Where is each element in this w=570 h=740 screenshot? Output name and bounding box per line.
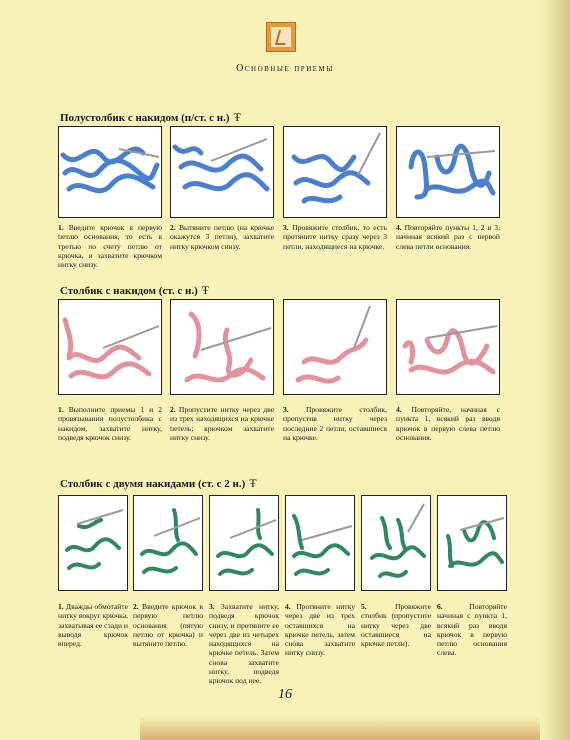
step-text: Введите крючок в первую петлю основания (пятую петлю от крючка) и вытяните петлю. bbox=[133, 602, 203, 649]
publisher-logo bbox=[266, 22, 296, 52]
step-text: Повторяйте начиная с пункта 1, всякий раз вводя крючок в первую петлю основания слева. bbox=[437, 602, 507, 658]
step-caption-2-2 bbox=[170, 405, 274, 442]
step-text: Провяжите столбик (пропустите нитку через две оставшиеся на крючке петли). bbox=[361, 602, 431, 649]
step-text: Протяните нитку через две из трех оставшихся на крючке петель, затем снова захватите нитку снизу. bbox=[285, 602, 355, 658]
step-caption-2-1 bbox=[58, 405, 162, 442]
step-number: 1. bbox=[58, 602, 64, 611]
step-number: 3. bbox=[209, 602, 215, 611]
section-title-text: Столбик с двумя накидами (ст. с 2 н.) bbox=[60, 478, 246, 490]
step-text: Пропустите нитку через две из трех находящихся на крючке петель; крючком захватите нитку снизу. bbox=[170, 405, 274, 442]
step-number: 2. bbox=[133, 602, 139, 611]
step-caption-1-4 bbox=[396, 223, 500, 251]
step-illustration-1-2 bbox=[170, 126, 274, 218]
page-number: 16 bbox=[278, 687, 292, 702]
section-title-text: Полустолбик с накидом (п/ст. с н.) bbox=[60, 112, 230, 124]
page-header: Основные приемы bbox=[236, 63, 334, 74]
step-illustration-1-3 bbox=[283, 126, 387, 218]
step-number: 2. bbox=[170, 223, 176, 232]
step-number: 4. bbox=[396, 223, 402, 232]
step-illustration-3-4 bbox=[285, 495, 355, 591]
book-spine bbox=[540, 0, 570, 740]
step-illustration-1-4 bbox=[396, 126, 500, 218]
step-illustration-3-1 bbox=[58, 495, 128, 591]
step-number: 5. bbox=[361, 602, 367, 611]
step-illustration-2-3 bbox=[283, 299, 387, 395]
step-number: 2. bbox=[170, 405, 176, 414]
step-illustration-3-5 bbox=[361, 495, 431, 591]
step-text: Захватите нитку, подведя крючок снизу, и протяните ее через две из четырех находящихся на крючке петель. Затем снова захватите нитку, подведя крючок под нее. bbox=[209, 602, 279, 686]
step-illustration-3-2 bbox=[133, 495, 203, 591]
step-number: 3. bbox=[283, 223, 289, 232]
step-caption-1-1 bbox=[58, 223, 162, 269]
step-illustration-1-1 bbox=[58, 126, 162, 218]
step-caption-3-6 bbox=[437, 602, 507, 658]
step-number: 4. bbox=[285, 602, 291, 611]
step-number: 1. bbox=[58, 223, 64, 232]
step-caption-3-3 bbox=[209, 602, 279, 686]
step-text: Дважды обмотайте нитку вокруг крючка, захватывая ее сзади и выводя крючок вперед. bbox=[58, 602, 128, 649]
step-number: 6. bbox=[437, 602, 443, 611]
step-text: Вытяните петлю (на крючке окажутся 3 петли), захватите нитку крючком снизу. bbox=[170, 223, 274, 251]
step-illustration-3-6 bbox=[437, 495, 507, 591]
logo-mark bbox=[271, 27, 291, 47]
step-number: 1. bbox=[58, 405, 64, 414]
step-caption-1-3 bbox=[283, 223, 387, 251]
stitch-symbol: Ŧ bbox=[233, 110, 241, 124]
step-illustration-2-2 bbox=[170, 299, 274, 395]
step-text: Введите крючок в первую петлю основания, то есть в третью по счету петлю от крючка, и захватите крючком нитку снизу. bbox=[58, 223, 162, 270]
step-caption-3-5 bbox=[361, 602, 431, 648]
stitch-symbol: Ŧ bbox=[201, 283, 210, 297]
step-text: Повторяйте пункты 1, 2 и 3, начиная всякий раз с первой слева петли основания. bbox=[396, 223, 500, 251]
step-illustration-2-4 bbox=[396, 299, 500, 395]
step-text: Повторяйте, начиная с пункта 1, всякий раз вводя крючок в первую слева петлю основания. bbox=[396, 405, 500, 442]
section-title-1 bbox=[60, 110, 241, 125]
section-title-text: Столбик с накидом (ст. с н.) bbox=[60, 285, 198, 297]
step-caption-3-4 bbox=[285, 602, 355, 658]
step-illustration-3-3 bbox=[209, 495, 279, 591]
step-text: Провяжите столбик, то есть протяните нитку сразу через 3 петли, находящиеся на крючке. bbox=[283, 223, 387, 251]
step-caption-3-2 bbox=[133, 602, 203, 648]
step-caption-1-2 bbox=[170, 223, 274, 251]
section-title-3 bbox=[60, 476, 257, 491]
page-edge-shadow bbox=[140, 716, 540, 740]
step-text: Выполните приемы 1 и 2 провязывания полустолбика с накидом, захватите нитку, подведя крючок снизу. bbox=[58, 405, 162, 442]
step-illustration-2-1 bbox=[58, 299, 162, 395]
step-text: Провяжите столбик, пропустив нитку через последние 2 петли, оставшиеся на крючке. bbox=[283, 405, 387, 442]
step-number: 4. bbox=[396, 405, 402, 414]
section-title-2 bbox=[60, 283, 209, 298]
step-caption-3-1 bbox=[58, 602, 128, 648]
stitch-symbol: Ŧ bbox=[249, 476, 257, 490]
step-caption-2-4 bbox=[396, 405, 500, 442]
step-number: 3. bbox=[283, 405, 289, 414]
step-caption-2-3 bbox=[283, 405, 387, 442]
